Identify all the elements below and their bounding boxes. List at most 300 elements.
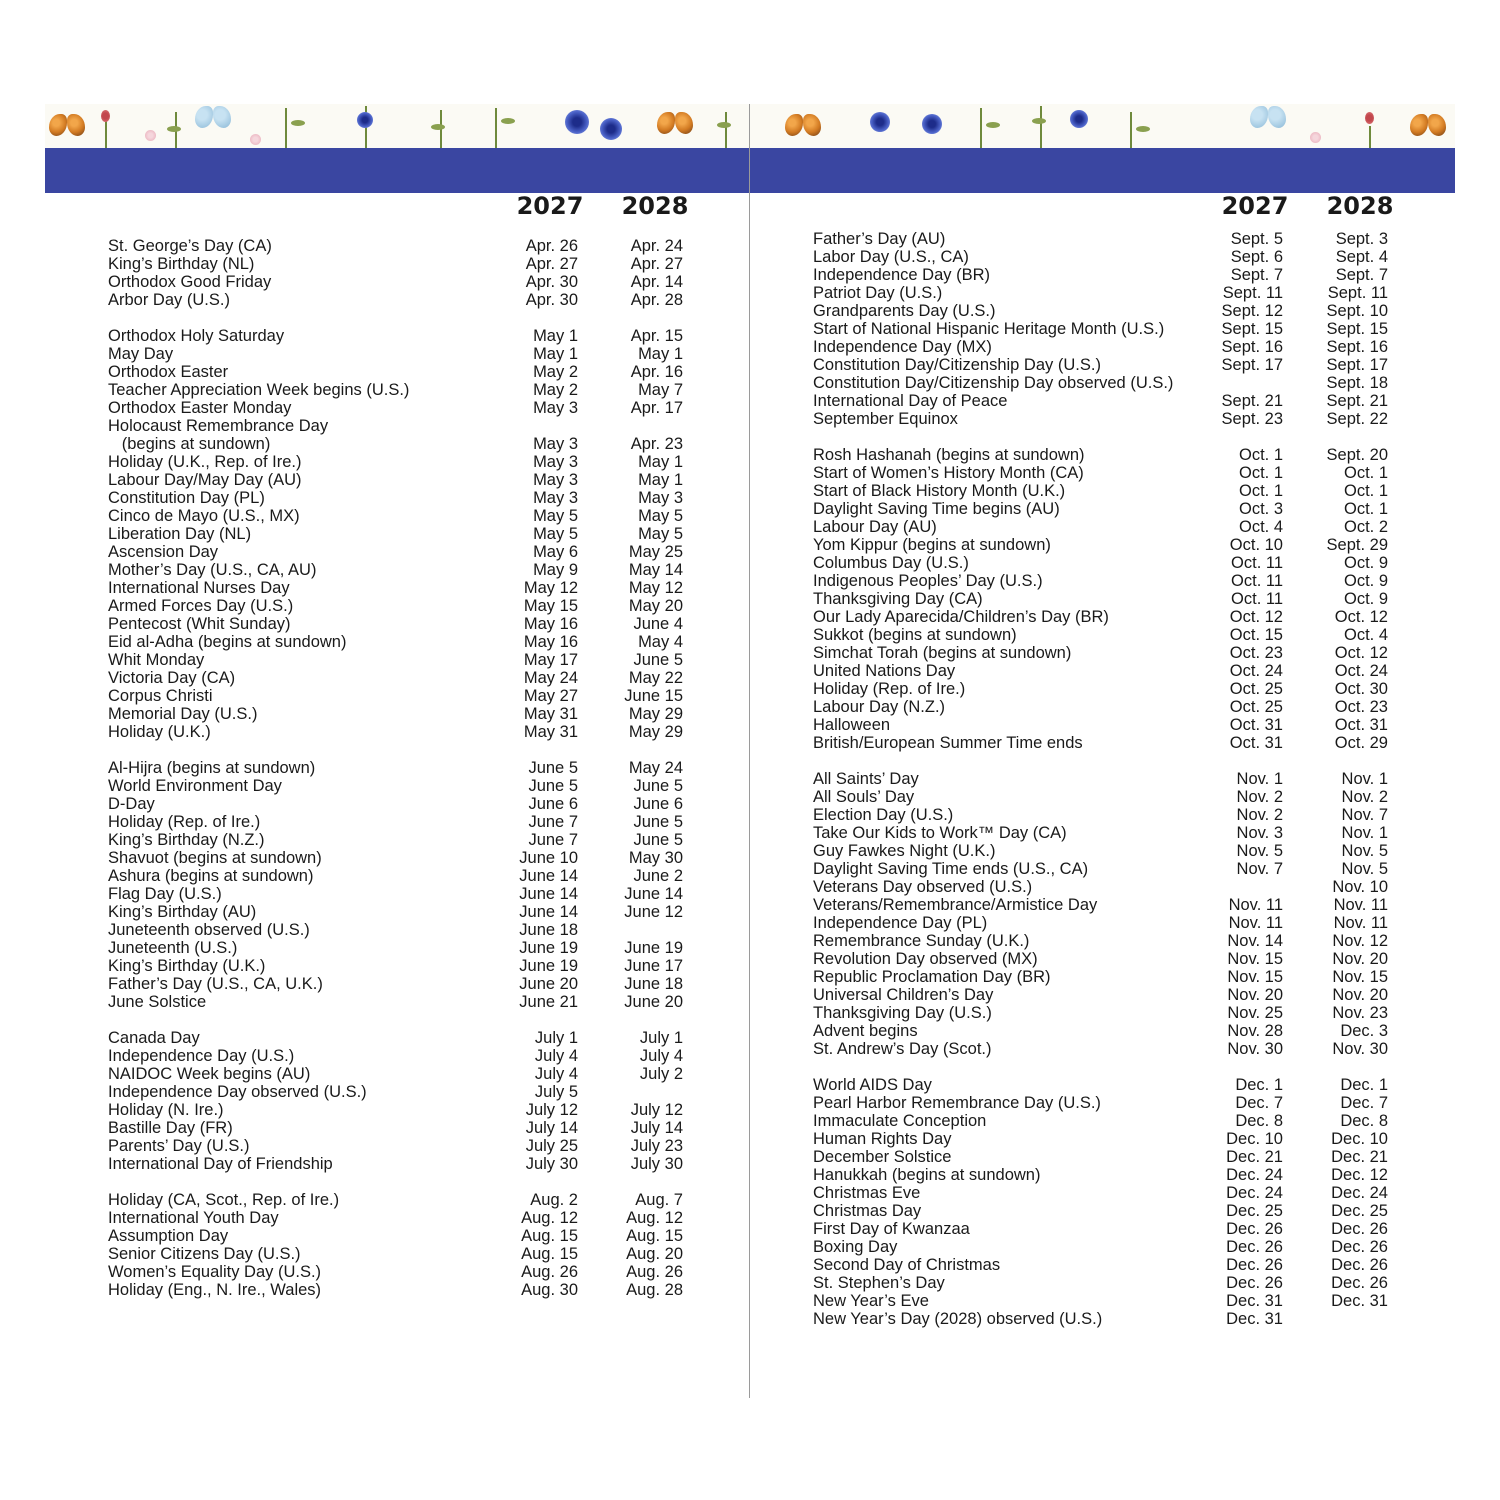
holiday-name: Holiday (CA, Scot., Rep. of Ire.)	[108, 1191, 340, 1209]
date-2027: Dec. 21	[1226, 1148, 1283, 1166]
date-2028: Sept. 20	[1326, 446, 1388, 464]
holiday-row	[750, 698, 1455, 716]
date-2027: Sept. 23	[1221, 410, 1283, 428]
date-2028: Nov. 23	[1332, 1004, 1388, 1022]
butterfly-icon	[657, 112, 693, 138]
date-2028: May 1	[638, 453, 683, 471]
holiday-row	[750, 914, 1455, 932]
date-2028: June 5	[633, 777, 683, 795]
holiday-row	[750, 518, 1455, 536]
date-2028: Dec. 8	[1340, 1112, 1388, 1130]
floral-border-right	[750, 104, 1455, 148]
date-2028: Nov. 10	[1332, 878, 1388, 896]
date-2028: May 5	[638, 507, 683, 525]
date-2028: Oct. 12	[1334, 608, 1388, 626]
date-2027: June 21	[519, 993, 578, 1011]
holiday-name: Orthodox Good Friday	[108, 273, 272, 291]
holiday-row	[45, 669, 750, 687]
floral-border-left	[45, 104, 750, 148]
holiday-name: Yom Kippur (begins at sundown)	[813, 536, 1051, 554]
holiday-name: Independence Day (PL)	[813, 914, 988, 932]
date-2027: May 17	[523, 651, 578, 669]
holiday-row	[750, 680, 1455, 698]
holiday-name: Parents’ Day (U.S.)	[108, 1137, 250, 1155]
holiday-name: St. George’s Day (CA)	[108, 237, 272, 255]
holiday-name: Sukkot (begins at sundown)	[813, 626, 1017, 644]
holiday-row	[750, 266, 1455, 284]
holiday-row	[45, 381, 750, 399]
holiday-name: King’s Birthday (AU)	[108, 903, 257, 921]
holiday-name: Christmas Eve	[813, 1184, 921, 1202]
holiday-row	[45, 1191, 750, 1209]
holiday-name: NAIDOC Week begins (AU)	[108, 1065, 311, 1083]
holiday-name: King’s Birthday (N.Z.)	[108, 831, 265, 849]
date-2028: May 1	[638, 345, 683, 363]
date-2028: May 25	[628, 543, 683, 561]
year-header-2027: 2027	[1221, 192, 1289, 220]
date-2027: Oct. 25	[1229, 680, 1283, 698]
date-2028: May 4	[638, 633, 683, 651]
date-2027: Aug. 2	[530, 1191, 578, 1209]
holiday-name: Guy Fawkes Night (U.K.)	[813, 842, 996, 860]
holiday-row	[45, 1047, 750, 1065]
holiday-name: Revolution Day observed (MX)	[813, 950, 1038, 968]
date-2027: May 6	[533, 543, 578, 561]
holiday-row	[750, 302, 1455, 320]
date-2027: Sept. 16	[1221, 338, 1283, 356]
date-2028: Sept. 7	[1335, 266, 1388, 284]
date-2028: May 7	[638, 381, 683, 399]
holiday-row	[45, 1263, 750, 1281]
date-2027: Nov. 28	[1227, 1022, 1283, 1040]
date-2027: Dec. 26	[1226, 1238, 1283, 1256]
date-2027: July 5	[534, 1083, 578, 1101]
holiday-row	[45, 399, 750, 417]
date-2027: May 9	[533, 561, 578, 579]
date-2027: Nov. 1	[1236, 770, 1283, 788]
holiday-row	[750, 1184, 1455, 1202]
holiday-name: Flag Day (U.S.)	[108, 885, 222, 903]
date-2027: Oct. 25	[1229, 698, 1283, 716]
date-2027: Nov. 14	[1227, 932, 1283, 950]
date-2028: Nov. 1	[1341, 824, 1388, 842]
holiday-row	[45, 723, 750, 741]
date-2027: Oct. 11	[1231, 590, 1283, 608]
date-2027: Sept. 6	[1230, 248, 1283, 266]
flower-icon	[565, 110, 589, 134]
holiday-name: Cinco de Mayo (U.S., MX)	[108, 507, 300, 525]
holiday-name: Pearl Harbor Remembrance Day (U.S.)	[813, 1094, 1101, 1112]
date-2028: June 5	[633, 651, 683, 669]
date-2028: Oct. 9	[1343, 572, 1388, 590]
holiday-row	[45, 435, 750, 453]
holiday-name: Universal Children’s Day	[813, 986, 994, 1004]
date-2027: May 3	[533, 435, 578, 453]
date-2028: June 4	[633, 615, 683, 633]
holiday-row	[45, 291, 750, 309]
right-page	[750, 0, 1455, 1500]
holiday-row	[750, 554, 1455, 572]
holiday-row	[45, 1209, 750, 1227]
date-2028: May 22	[628, 669, 683, 687]
holiday-row	[45, 867, 750, 885]
date-2028: July 4	[639, 1047, 683, 1065]
date-2028: July 1	[639, 1029, 683, 1047]
holiday-row	[45, 255, 750, 273]
holiday-row	[45, 795, 750, 813]
date-2027: June 14	[519, 903, 578, 921]
holiday-name: Mother’s Day (U.S., CA, AU)	[108, 561, 317, 579]
date-2028: Apr. 28	[630, 291, 683, 309]
date-2027: Oct. 10	[1229, 536, 1283, 554]
holiday-name: Orthodox Holy Saturday	[108, 327, 285, 345]
header-band	[45, 148, 750, 193]
date-2028: Aug. 7	[635, 1191, 683, 1209]
holiday-name: International Youth Day	[108, 1209, 279, 1227]
date-2027: Aug. 26	[521, 1263, 578, 1281]
holiday-name: Start of Women’s History Month (CA)	[813, 464, 1084, 482]
holiday-name: Grandparents Day (U.S.)	[813, 302, 996, 320]
date-2027: June 5	[528, 777, 578, 795]
date-2027: May 3	[533, 489, 578, 507]
holiday-name: Simchat Torah (begins at sundown)	[813, 644, 1072, 662]
holiday-row	[45, 345, 750, 363]
holiday-row	[45, 813, 750, 831]
holiday-name: St. Andrew’s Day (Scot.)	[813, 1040, 992, 1058]
holiday-name: Boxing Day	[813, 1238, 898, 1256]
holiday-name: Advent begins	[813, 1022, 918, 1040]
date-2027: May 3	[533, 471, 578, 489]
holiday-row	[750, 536, 1455, 554]
date-2027: Oct. 31	[1229, 734, 1283, 752]
holiday-row	[45, 525, 750, 543]
holiday-name: Arbor Day (U.S.)	[108, 291, 230, 309]
butterfly-icon	[49, 114, 85, 140]
date-2027: May 5	[533, 507, 578, 525]
holiday-row	[45, 957, 750, 975]
date-2028: July 14	[630, 1119, 683, 1137]
holiday-row	[45, 885, 750, 903]
date-2027: July 25	[525, 1137, 578, 1155]
holiday-name: Constitution Day (PL)	[108, 489, 265, 507]
date-2027: Nov. 5	[1236, 842, 1283, 860]
date-2027: Nov. 2	[1236, 806, 1283, 824]
date-2027: Nov. 20	[1227, 986, 1283, 1004]
holiday-row	[45, 993, 750, 1011]
holiday-name: Holiday (U.K., Rep. of Ire.)	[108, 453, 302, 471]
date-2028: May 5	[638, 525, 683, 543]
date-2027: May 1	[533, 345, 578, 363]
holiday-row	[750, 716, 1455, 734]
holiday-name: First Day of Kwanzaa	[813, 1220, 970, 1238]
date-2028: Apr. 14	[630, 273, 683, 291]
date-2027: Dec. 25	[1226, 1202, 1283, 1220]
date-2027: June 6	[528, 795, 578, 813]
date-2028: Sept. 21	[1326, 392, 1388, 410]
date-2027: Apr. 30	[525, 273, 578, 291]
date-2028: May 30	[628, 849, 683, 867]
date-2027: June 14	[519, 885, 578, 903]
date-2027: May 24	[523, 669, 578, 687]
date-2028: Dec. 10	[1331, 1130, 1388, 1148]
holiday-row	[750, 1202, 1455, 1220]
holiday-name: Hanukkah (begins at sundown)	[813, 1166, 1041, 1184]
holiday-name: Juneteenth observed (U.S.)	[108, 921, 310, 939]
date-2028: June 12	[624, 903, 683, 921]
date-2027: June 7	[528, 813, 578, 831]
date-2027: May 27	[523, 687, 578, 705]
date-2028: Apr. 16	[630, 363, 683, 381]
holiday-row	[45, 1227, 750, 1245]
date-2028: Sept. 22	[1326, 410, 1388, 428]
holiday-row	[750, 446, 1455, 464]
date-2027: May 1	[533, 327, 578, 345]
holiday-row	[45, 237, 750, 255]
date-2028: Nov. 15	[1332, 968, 1388, 986]
date-2027: Sept. 15	[1221, 320, 1283, 338]
holiday-name: Halloween	[813, 716, 891, 734]
date-2027: Nov. 11	[1228, 896, 1283, 914]
date-2028: Apr. 27	[630, 255, 683, 273]
holiday-row	[45, 1119, 750, 1137]
holiday-row	[750, 1256, 1455, 1274]
date-2027: Dec. 10	[1226, 1130, 1283, 1148]
date-2028: Oct. 1	[1343, 464, 1388, 482]
date-2028: Dec. 7	[1340, 1094, 1388, 1112]
holiday-row	[45, 615, 750, 633]
date-2028: Nov. 5	[1341, 842, 1388, 860]
date-2027: July 12	[525, 1101, 578, 1119]
holiday-row	[45, 471, 750, 489]
date-2027: June 18	[519, 921, 578, 939]
holiday-name: British/European Summer Time ends	[813, 734, 1083, 752]
date-2027: Dec. 31	[1226, 1292, 1283, 1310]
holiday-row	[750, 248, 1455, 266]
holiday-name: Daylight Saving Time ends (U.S., CA)	[813, 860, 1089, 878]
holiday-name: Orthodox Easter	[108, 363, 229, 381]
date-2028: Oct. 30	[1334, 680, 1388, 698]
date-2028: Nov. 12	[1332, 932, 1388, 950]
holiday-name: Start of National Hispanic Heritage Month (U.S.)	[813, 320, 1165, 338]
holiday-row	[750, 608, 1455, 626]
date-2027: Dec. 1	[1235, 1076, 1283, 1094]
holiday-name: World Environment Day	[108, 777, 282, 795]
date-2028: Dec. 26	[1331, 1238, 1388, 1256]
holiday-name: Start of Black History Month (U.K.)	[813, 482, 1066, 500]
date-2028: Oct. 4	[1343, 626, 1388, 644]
date-2028: May 14	[628, 561, 683, 579]
holiday-row	[45, 1155, 750, 1173]
holiday-row	[750, 1112, 1455, 1130]
date-2028: June 14	[624, 885, 683, 903]
holiday-row	[750, 1004, 1455, 1022]
date-2028: Oct. 29	[1334, 734, 1388, 752]
holiday-row	[750, 788, 1455, 806]
holiday-name: Holiday (Rep. of Ire.)	[108, 813, 261, 831]
date-2028: May 1	[638, 471, 683, 489]
holiday-name: Veterans Day observed (U.S.)	[813, 878, 1033, 896]
butterfly-icon	[195, 106, 231, 132]
holiday-row	[750, 770, 1455, 788]
date-2027: Aug. 30	[521, 1281, 578, 1299]
holiday-row	[45, 777, 750, 795]
date-2027: June 10	[519, 849, 578, 867]
holiday-row	[750, 464, 1455, 482]
holiday-name: Immaculate Conception	[813, 1112, 987, 1130]
holiday-name: Rosh Hashanah (begins at sundown)	[813, 446, 1085, 464]
date-2028: Dec. 25	[1331, 1202, 1388, 1220]
holiday-row	[750, 1310, 1455, 1328]
holiday-row	[45, 1065, 750, 1083]
holiday-name: St. Stephen’s Day	[813, 1274, 945, 1292]
date-2027: Oct. 3	[1238, 500, 1283, 518]
holiday-name: Victoria Day (CA)	[108, 669, 236, 687]
date-2028: Nov. 2	[1341, 788, 1388, 806]
date-2027: Sept. 21	[1221, 392, 1283, 410]
holiday-row	[45, 1281, 750, 1299]
holiday-name: Labour Day/May Day (AU)	[108, 471, 302, 489]
holiday-row	[750, 806, 1455, 824]
holiday-row	[45, 1029, 750, 1047]
date-2028: Aug. 12	[626, 1209, 683, 1227]
holiday-name: Liberation Day (NL)	[108, 525, 252, 543]
date-2027: May 2	[533, 363, 578, 381]
holiday-row	[750, 932, 1455, 950]
holiday-row	[750, 968, 1455, 986]
holiday-row	[45, 363, 750, 381]
date-2028: Dec. 3	[1340, 1022, 1388, 1040]
holiday-row	[750, 1274, 1455, 1292]
holiday-row	[750, 410, 1455, 428]
holiday-row	[750, 590, 1455, 608]
holiday-row	[750, 1130, 1455, 1148]
year-header-2028: 2028	[621, 192, 689, 220]
date-2027: Apr. 30	[525, 291, 578, 309]
date-2028: Sept. 15	[1326, 320, 1388, 338]
date-2028: June 17	[624, 957, 683, 975]
holiday-row	[45, 453, 750, 471]
holiday-row	[750, 356, 1455, 374]
butterfly-icon	[785, 114, 821, 140]
date-2027: Oct. 15	[1229, 626, 1283, 644]
date-2027: Oct. 1	[1238, 446, 1283, 464]
date-2027: June 14	[519, 867, 578, 885]
holiday-row	[45, 1101, 750, 1119]
date-2028: Aug. 15	[626, 1227, 683, 1245]
date-2028: Dec. 26	[1331, 1220, 1388, 1238]
date-2028: May 24	[628, 759, 683, 777]
holiday-row	[45, 939, 750, 957]
date-2027: Oct. 23	[1229, 644, 1283, 662]
date-2027: Dec. 7	[1235, 1094, 1283, 1112]
holiday-name: Thanksgiving Day (U.S.)	[813, 1004, 992, 1022]
date-2028: Sept. 29	[1326, 536, 1388, 554]
holiday-name: Women’s Equality Day (U.S.)	[108, 1263, 322, 1281]
holiday-name: Republic Proclamation Day (BR)	[813, 968, 1051, 986]
date-2027: Dec. 8	[1235, 1112, 1283, 1130]
holiday-row	[750, 824, 1455, 842]
date-2028: June 2	[633, 867, 683, 885]
holiday-name: Columbus Day (U.S.)	[813, 554, 969, 572]
holiday-name: New Year’s Day (2028) observed (U.S.)	[813, 1310, 1103, 1328]
holiday-row	[750, 1076, 1455, 1094]
date-2028: Sept. 16	[1326, 338, 1388, 356]
date-2028: Oct. 1	[1343, 500, 1388, 518]
date-2028: Oct. 1	[1343, 482, 1388, 500]
date-2028: Dec. 26	[1331, 1256, 1388, 1274]
holiday-row	[750, 860, 1455, 878]
date-2027: July 30	[525, 1155, 578, 1173]
date-2027: Oct. 31	[1229, 716, 1283, 734]
holiday-name: United Nations Day	[813, 662, 956, 680]
holiday-row	[45, 651, 750, 669]
date-2028: Aug. 26	[626, 1263, 683, 1281]
holiday-row	[45, 543, 750, 561]
holiday-name: May Day	[108, 345, 174, 363]
holiday-name: Take Our Kids to Work™ Day (CA)	[813, 824, 1067, 842]
date-2028: July 12	[630, 1101, 683, 1119]
date-2027: Oct. 1	[1238, 482, 1283, 500]
date-2028: May 29	[628, 723, 683, 741]
flower-icon	[870, 112, 890, 132]
holiday-name: Veterans/Remembrance/Armistice Day	[813, 896, 1098, 914]
holiday-name: All Saints’ Day	[813, 770, 919, 788]
date-2028: May 29	[628, 705, 683, 723]
holiday-name: Christmas Day	[813, 1202, 922, 1220]
holiday-name: Holiday (N. Ire.)	[108, 1101, 224, 1119]
date-2028: Nov. 5	[1341, 860, 1388, 878]
date-2028: Oct. 24	[1334, 662, 1388, 680]
date-2028: Dec. 1	[1340, 1076, 1388, 1094]
date-2027: May 5	[533, 525, 578, 543]
date-2028: Aug. 28	[626, 1281, 683, 1299]
holiday-name: Pentecost (Whit Sunday)	[108, 615, 291, 633]
holiday-name: Holiday (Rep. of Ire.)	[813, 680, 966, 698]
date-2027: July 4	[534, 1065, 578, 1083]
holiday-name: Father’s Day (U.S., CA, U.K.)	[108, 975, 323, 993]
date-2028: May 20	[628, 597, 683, 615]
holiday-name: Canada Day	[108, 1029, 200, 1047]
holiday-name: Independence Day (U.S.)	[108, 1047, 295, 1065]
holiday-name: Independence Day (BR)	[813, 266, 991, 284]
holiday-name: (begins at sundown)	[108, 435, 271, 453]
date-2028: Sept. 11	[1327, 284, 1388, 302]
date-2027: June 20	[519, 975, 578, 993]
date-2028: Dec. 21	[1331, 1148, 1388, 1166]
date-2027: May 16	[523, 633, 578, 651]
holiday-name: Human Rights Day	[813, 1130, 952, 1148]
holiday-row	[45, 273, 750, 291]
holiday-row	[750, 734, 1455, 752]
holiday-row	[750, 1094, 1455, 1112]
holiday-row	[45, 705, 750, 723]
date-2027: Dec. 26	[1226, 1274, 1283, 1292]
holiday-name: Second Day of Christmas	[813, 1256, 1001, 1274]
year-header-2028: 2028	[1326, 192, 1394, 220]
date-2028: July 30	[630, 1155, 683, 1173]
holiday-row	[45, 1137, 750, 1155]
date-2028: Oct. 2	[1343, 518, 1388, 536]
holiday-name: All Souls’ Day	[813, 788, 915, 806]
date-2027: May 16	[523, 615, 578, 633]
holiday-name: Armed Forces Day (U.S.)	[108, 597, 294, 615]
year-header-2027: 2027	[516, 192, 584, 220]
holiday-row	[45, 1245, 750, 1263]
date-2028: July 23	[630, 1137, 683, 1155]
date-2027: July 4	[534, 1047, 578, 1065]
holiday-row	[45, 633, 750, 651]
holiday-name: Election Day (U.S.)	[813, 806, 954, 824]
